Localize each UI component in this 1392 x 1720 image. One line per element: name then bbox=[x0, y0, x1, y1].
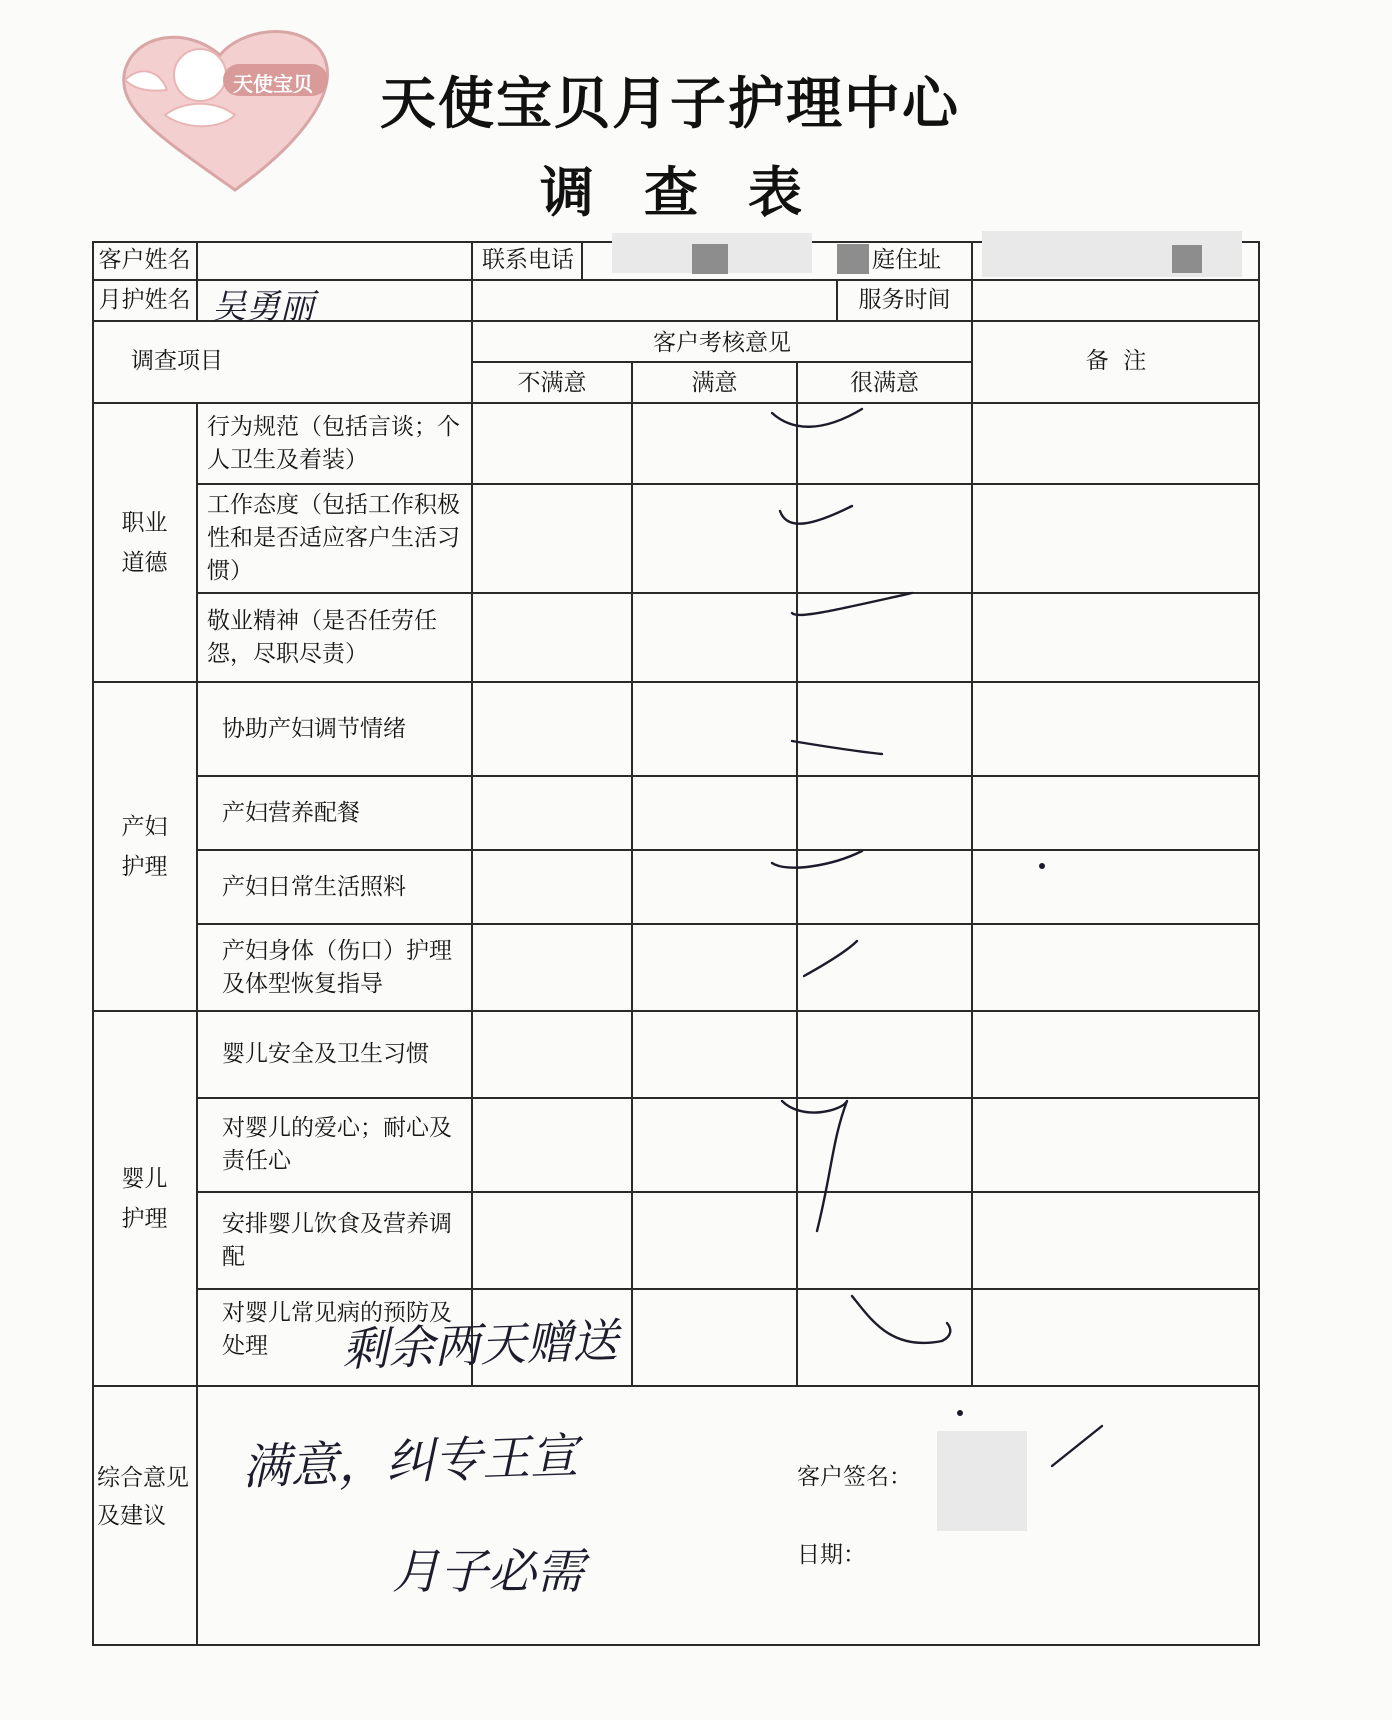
ink-dot-icon bbox=[1039, 863, 1045, 869]
redacted-block bbox=[692, 244, 728, 274]
customer-name-label: 客户姓名 bbox=[98, 247, 191, 273]
summary-label: 综合意见 及建议 bbox=[97, 1465, 189, 1529]
address-label: 庭住址 bbox=[872, 247, 941, 273]
section-ethics-label: 职业 道德 bbox=[121, 509, 168, 576]
survey-item: 产妇身体（伤口）护理及体型恢复指导 bbox=[222, 937, 452, 997]
ink-dot-icon bbox=[957, 1410, 963, 1416]
survey-item: 敬业精神（是否任劳任怨，尽职尽责） bbox=[207, 607, 437, 667]
angel-heart-logo-icon bbox=[105, 20, 365, 195]
redacted-block bbox=[1172, 245, 1202, 273]
check-mark-icon bbox=[804, 941, 857, 976]
handwritten-comment-line1: 剩余两天赠送 bbox=[341, 1313, 619, 1377]
check-mark-icon bbox=[772, 409, 862, 427]
survey-item: 协助产妇调节情绪 bbox=[222, 715, 406, 742]
logo-text: 天使宝贝 bbox=[233, 72, 313, 96]
check-mark-icon bbox=[772, 851, 862, 868]
opinion-group-header: 客户考核意见 bbox=[653, 330, 791, 356]
check-mark-icon bbox=[792, 741, 882, 754]
service-time-label: 服务时间 bbox=[858, 287, 951, 313]
logo bbox=[105, 20, 365, 195]
survey-item: 对婴儿的爱心；耐心及责任心 bbox=[222, 1115, 452, 1174]
remarks-header: 备 注 bbox=[1085, 348, 1147, 374]
check-mark-icon bbox=[780, 506, 852, 524]
page-title: 天使宝贝月子护理中心 bbox=[380, 72, 960, 137]
survey-item: 工作态度（包括工作积极性和是否适应客户生活习惯） bbox=[207, 492, 460, 584]
survey-form bbox=[92, 241, 1260, 1646]
redacted-signature bbox=[937, 1431, 1027, 1531]
check-mark-icon bbox=[792, 593, 912, 615]
dissatisfied-header: 不满意 bbox=[517, 370, 587, 396]
phone-label: 联系电话 bbox=[482, 247, 574, 273]
section-mother-care-label: 产妇 护理 bbox=[121, 813, 168, 880]
handwritten-comment-line3: 月子必需 bbox=[392, 1544, 585, 1600]
section-baby-care-label: 婴儿 护理 bbox=[121, 1165, 168, 1232]
redacted-address bbox=[982, 231, 1242, 277]
check-mark-icon bbox=[782, 1101, 847, 1231]
redacted-block bbox=[837, 244, 869, 274]
survey-item: 对婴儿常见病的预防及处理 bbox=[222, 1300, 452, 1359]
survey-item: 行为规范（包括言谈；个人卫生及着装） bbox=[207, 413, 460, 473]
page-subtitle: 调查表 bbox=[540, 161, 852, 224]
nurse-name-value: 吴勇丽 bbox=[212, 287, 314, 327]
date-label: 日期： bbox=[797, 1542, 866, 1568]
satisfied-header: 满意 bbox=[691, 370, 738, 396]
nurse-name-label: 月护姓名 bbox=[98, 287, 191, 313]
survey-items-header: 调查项目 bbox=[131, 348, 223, 374]
signature-label: 客户签名： bbox=[797, 1464, 912, 1490]
survey-item: 产妇营养配餐 bbox=[222, 799, 360, 826]
ink-stroke bbox=[1052, 1426, 1102, 1466]
handwritten-comment-line2: 满意，纠专王宣 bbox=[241, 1428, 580, 1496]
survey-item: 安排婴儿饮食及营养调配 bbox=[222, 1210, 452, 1270]
survey-item: 婴儿安全及卫生习惯 bbox=[222, 1041, 429, 1067]
survey-item: 产妇日常生活照料 bbox=[222, 873, 406, 900]
very-satisfied-header: 很满意 bbox=[850, 370, 919, 396]
ink-scribble bbox=[852, 1296, 950, 1343]
